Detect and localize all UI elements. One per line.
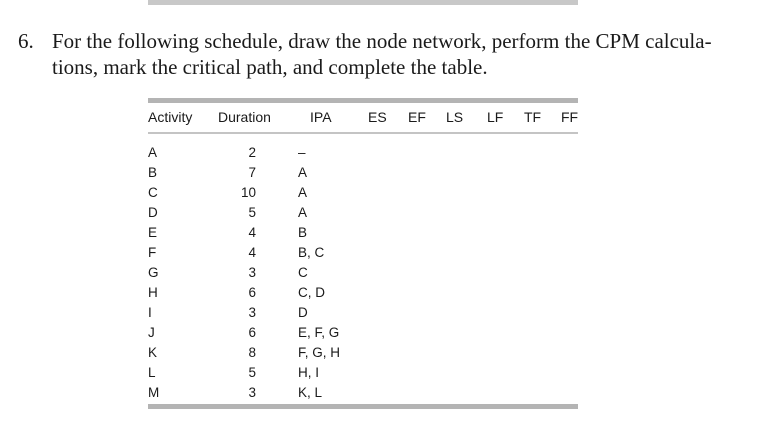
ipa-cell: B, C [298, 245, 325, 260]
duration-cell: 5 [248, 365, 256, 380]
activity-cell: K [148, 345, 158, 360]
problem-line-1 [18, 28, 758, 54]
header-rule [148, 132, 578, 134]
duration-cell: 6 [248, 325, 256, 340]
duration-cell: 8 [248, 345, 256, 360]
duration-cell: 2 [248, 145, 256, 160]
header-activity: Activity [148, 109, 193, 125]
header-ls: LS [446, 109, 464, 125]
header-ef: EF [408, 109, 426, 125]
duration-cell: 7 [248, 165, 256, 180]
header-es: ES [368, 109, 387, 125]
ipa-cell: C, D [298, 285, 325, 300]
activity-cell: F [148, 245, 157, 260]
activity-cell: C [148, 185, 158, 200]
activity-cell: D [148, 205, 158, 220]
ipa-cell: – [298, 145, 306, 160]
activity-cell: B [148, 165, 158, 180]
activity-cell: A [148, 145, 158, 160]
duration-cell: 3 [248, 305, 256, 320]
top-rule [148, 0, 578, 5]
problem-number: 6. [18, 29, 34, 53]
duration-cell: 3 [248, 265, 256, 280]
ipa-cell: D [298, 305, 308, 320]
activity-cell: M [148, 385, 160, 400]
problem-statement [18, 28, 758, 80]
ipa-cell: E, F, G [298, 325, 340, 340]
duration-cell: 3 [248, 385, 256, 400]
table-top-rule [148, 98, 578, 103]
activity-cell: H [148, 285, 158, 300]
duration-cell: 5 [248, 205, 256, 220]
ipa-cell: A [298, 165, 308, 180]
duration-cell: 10 [240, 185, 256, 200]
header-duration: Duration [218, 109, 271, 125]
ipa-cell: C [298, 265, 308, 280]
header-tf: TF [524, 109, 542, 125]
duration-column [228, 143, 256, 403]
duration-cell: 4 [248, 245, 256, 260]
ipa-column [298, 143, 340, 403]
activity-cell: E [148, 225, 158, 240]
header-lf: LF [487, 109, 504, 125]
ipa-cell: A [298, 185, 308, 200]
activity-cell: G [148, 265, 159, 280]
activity-cell: I [148, 305, 152, 320]
activity-column [148, 143, 159, 403]
activity-cell: L [148, 365, 156, 380]
ipa-cell: F, G, H [298, 345, 341, 360]
ipa-cell: K, L [298, 385, 323, 400]
header-ff: FF [561, 109, 579, 125]
activity-cell: J [148, 325, 155, 340]
duration-cell: 6 [248, 285, 256, 300]
ipa-cell: H, I [298, 365, 320, 380]
problem-text-line-1: For the following schedule, draw the node network, perform the CPM calcula- [52, 29, 712, 53]
duration-cell: 4 [248, 225, 256, 240]
problem-text-line-2: tions, mark the critical path, and complete the table. [52, 55, 488, 79]
table-bottom-rule [148, 404, 578, 409]
header-ipa: IPA [310, 109, 332, 125]
ipa-cell: A [298, 205, 308, 220]
ipa-cell: B [298, 225, 308, 240]
